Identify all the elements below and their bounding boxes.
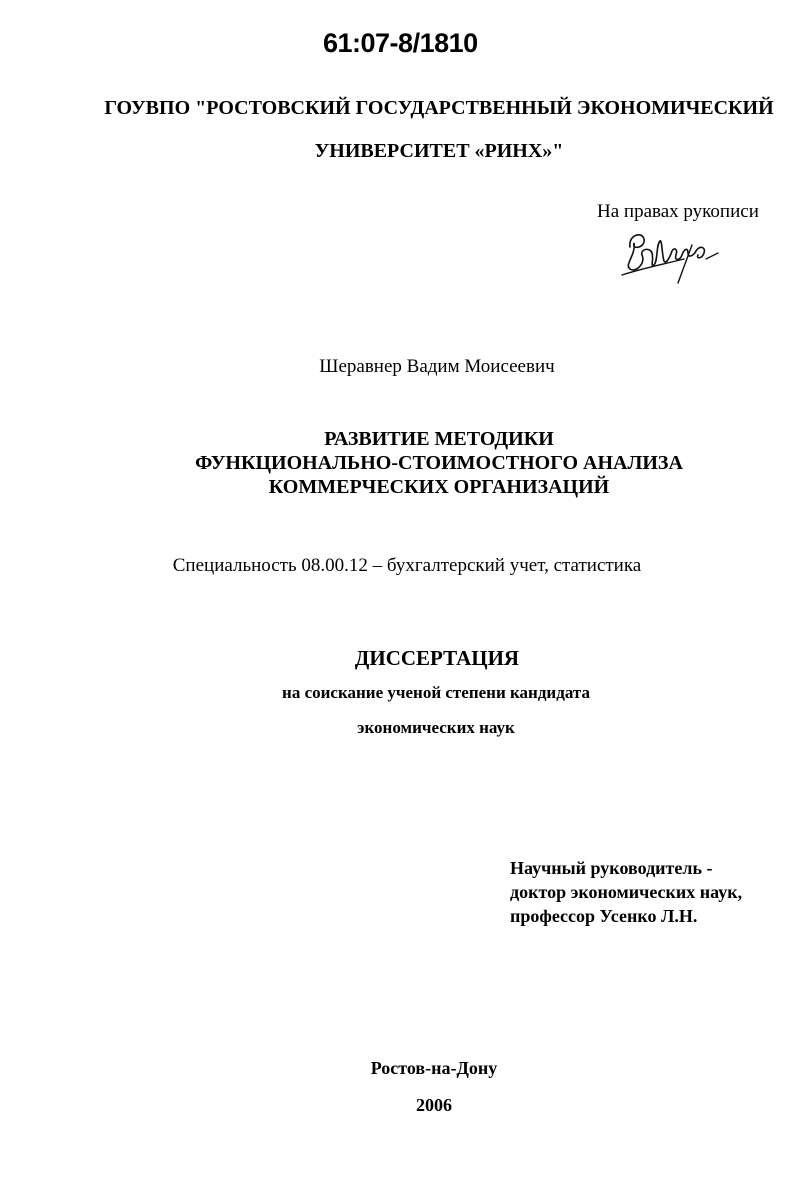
institution-line-2: УНИВЕРСИТЕТ «РИНХ»" [314,140,564,162]
advisor-line-3: профессор Усенко Л.Н. [510,906,698,926]
scientific-advisor [510,856,742,928]
advisor-line-1: Научный руководитель - [510,858,713,878]
work-type: ДИССЕРТАЦИЯ [354,646,520,670]
advisor-line-2: доктор экономических наук, [510,882,743,902]
dissertation-title [0,427,798,499]
author-name: Шеравнер Вадим Моисеевич [319,356,555,377]
archive-code: 61:07-8/1810 [323,28,478,58]
institution-line-1: ГОУВПО "РОСТОВСКИЙ ГОСУДАРСТВЕННЫЙ ЭКОНОМИЧЕСКИЙ [104,97,774,119]
title-line-2: ФУНКЦИОНАЛЬНО-СТОИМОСТНОГО АНАЛИЗА [195,452,683,474]
degree-line-1: на соискание ученой степени кандидата [282,683,590,702]
specialty: Специальность 08.00.12 – бухгалтерский учет, статистика [172,555,642,576]
year: 2006 [416,1095,452,1115]
degree-line-2: экономических наук [357,718,515,737]
manuscript-rights-note: На правах рукописи [597,201,759,222]
title-line-1: РАЗВИТИЕ МЕТОДИКИ [324,428,554,450]
signature [620,225,720,285]
title-line-3: КОММЕРЧЕСКИХ ОРГАНИЗАЦИЙ [268,476,610,498]
city: Ростов-на-Дону [370,1058,498,1078]
